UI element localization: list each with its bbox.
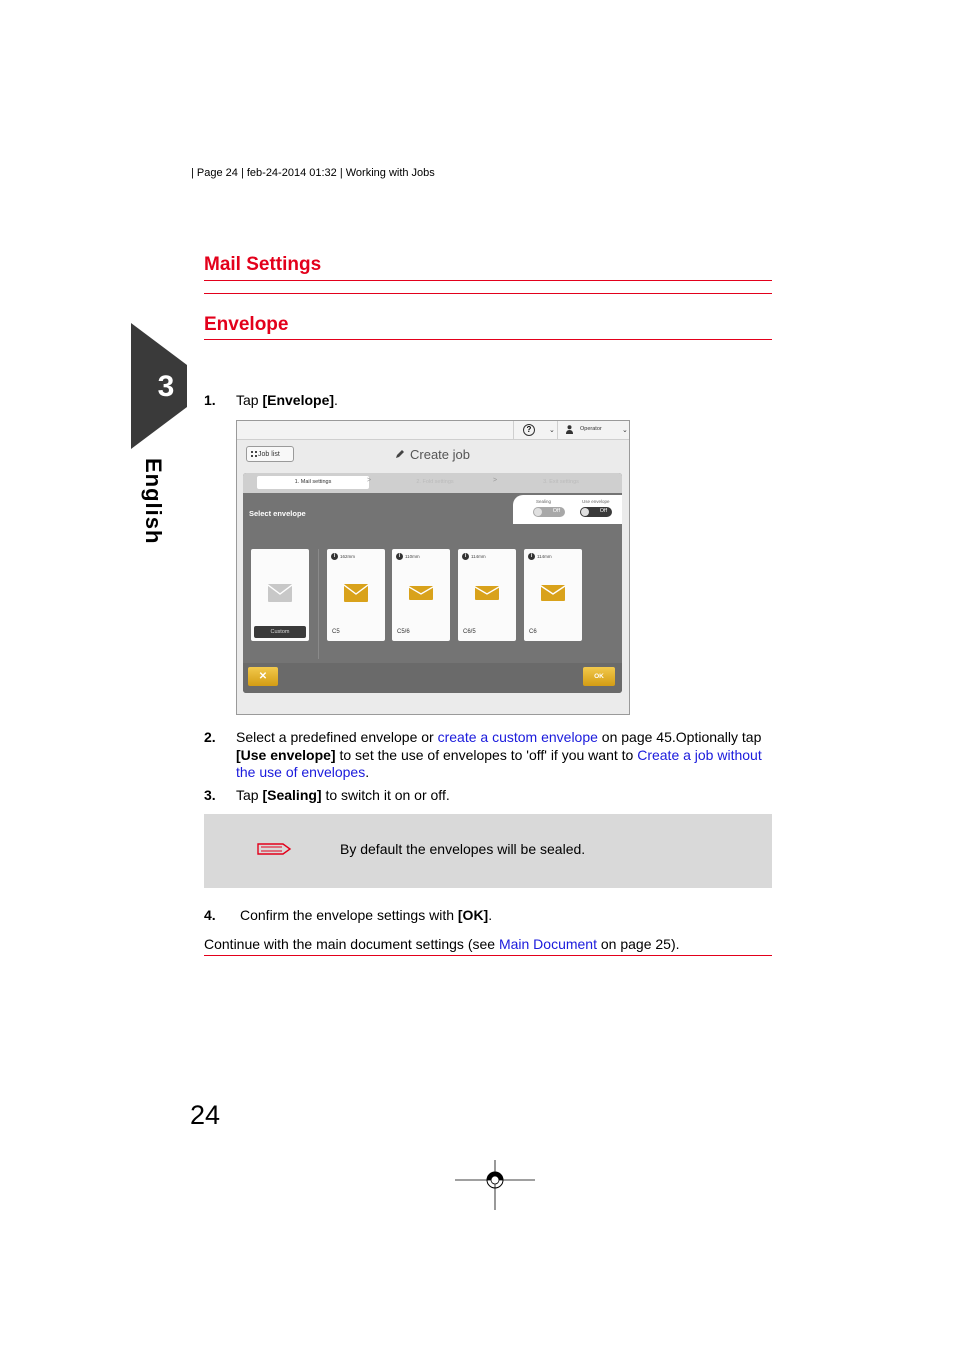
envelope-size: 114mm [471,554,486,559]
link-create-custom-envelope[interactable]: create a custom envelope [437,729,598,745]
step-text: to switch it on or off. [321,787,450,803]
step-text: . [365,764,370,780]
heading-rule [204,280,772,281]
paragraph-text: Continue with the main document settings (see [204,936,499,952]
paragraph-text: on page 25). [596,936,680,952]
operator-label: Operator [580,426,602,432]
tab-mail-settings[interactable]: 1. Mail settings [257,476,369,489]
use-envelope-toggle-state: Off [599,508,607,514]
envelope-icon [541,584,565,602]
step-command: [Use envelope] [236,746,336,763]
mail-settings-panel [243,473,622,693]
step-text: Confirm the envelope settings with [240,907,458,923]
use-envelope-toggle[interactable] [580,507,612,517]
chapter-number: 3 [157,370,175,403]
running-header: | Page 24 | feb-24-2014 01:32 | Working with Jobs [191,167,435,179]
step-4 [204,907,772,925]
step-number: 4. [204,907,216,923]
step-2 [204,729,772,783]
card-divider [318,549,319,659]
envelope-size: 162mm [340,554,356,559]
envelope-icon [409,584,433,602]
section-end-rule [204,955,772,956]
job-list-button[interactable] [246,446,294,462]
envelope-icon [344,584,368,602]
chevron-down-icon: ⌄ [622,427,628,434]
step-3 [204,787,772,805]
help-button[interactable] [513,421,556,439]
link-job-without-envelopes[interactable]: Create a job without the use of envelopes [236,746,762,780]
envelope-card-custom[interactable] [251,549,309,641]
info-icon: i [331,553,338,560]
envelope-card-c6[interactable] [524,549,582,641]
step-text: Select a predefined envelope or [236,729,438,745]
job-list-label: Job list [258,451,280,458]
heading-rule [204,339,772,340]
toggle-knob [534,508,542,516]
sealing-toggle-state: Off [552,508,560,514]
panel-footer [243,663,622,693]
envelope-name: C5 [332,629,340,635]
info-icon: i [396,553,403,560]
step-text: . [488,907,493,923]
sealing-toggle[interactable] [533,507,565,517]
envelope-card-c5[interactable] [327,549,385,641]
grid-icon [251,451,257,457]
info-icon: i [462,553,469,560]
top-bar [237,421,629,440]
envelope-name: C6/5 [463,629,476,635]
pencil-icon [395,449,405,459]
toggle-knob [581,508,589,516]
tab-exit-settings[interactable]: 3. Exit settings [543,479,579,485]
heading-rule [204,293,772,294]
page-number: 24 [190,1100,221,1130]
envelope-name: C6 [529,629,537,635]
envelope-size: 114mm [537,554,552,559]
step-number: 1. [204,392,216,408]
chapter-language-label: English [141,458,166,545]
heading-envelope: Envelope [204,314,289,335]
step-number: 2. [204,729,216,745]
tab-fold-settings[interactable]: 2. Fold settings [416,479,454,485]
use-envelope-label: Use envelope [582,499,610,504]
envelope-card-c5-6[interactable] [392,549,450,641]
step-command: [Envelope] [262,392,335,408]
note-pointer-icon [256,841,292,857]
registration-mark-icon [455,1160,535,1210]
envelope-icon [475,584,499,602]
step-text: on page 45.Optionally tap [597,729,762,745]
step-command: [Sealing] [262,787,322,803]
ok-button[interactable]: OK [583,667,615,686]
step-text: . [334,392,338,408]
envelope-icon [268,584,292,602]
link-main-document[interactable]: Main Document [498,936,597,952]
operator-menu[interactable] [557,421,630,439]
toggle-area [513,495,622,524]
user-icon [566,425,573,434]
step-command: [OK] [457,907,489,923]
chevron-right-icon: > [493,477,498,484]
step-text: to set the use of envelopes to 'off' if you want to [335,746,638,763]
create-job-screenshot [236,420,630,715]
heading-mail-settings: Mail Settings [204,254,322,275]
help-icon: ? [523,424,535,436]
envelope-card-c6-5[interactable] [458,549,516,641]
wizard-steps [243,473,622,493]
step-number: 3. [204,787,216,803]
cancel-button[interactable]: ✕ [248,667,278,686]
info-icon: i [528,553,535,560]
chevron-right-icon: > [367,477,372,484]
select-envelope-label: Select envelope [249,509,306,518]
envelope-name: C5/6 [397,629,410,635]
note-text: By default the envelopes will be sealed. [340,841,586,857]
step-1 [204,392,772,410]
chevron-down-icon: ⌄ [549,427,555,434]
continue-paragraph [204,936,772,954]
envelope-size: 110mm [405,554,420,559]
step-text: Tap [236,392,263,408]
step-text: Tap [236,787,263,803]
screen-title: Create job [410,447,470,462]
sealing-label: Sealing [536,499,552,504]
custom-button[interactable]: Custom [254,626,306,638]
